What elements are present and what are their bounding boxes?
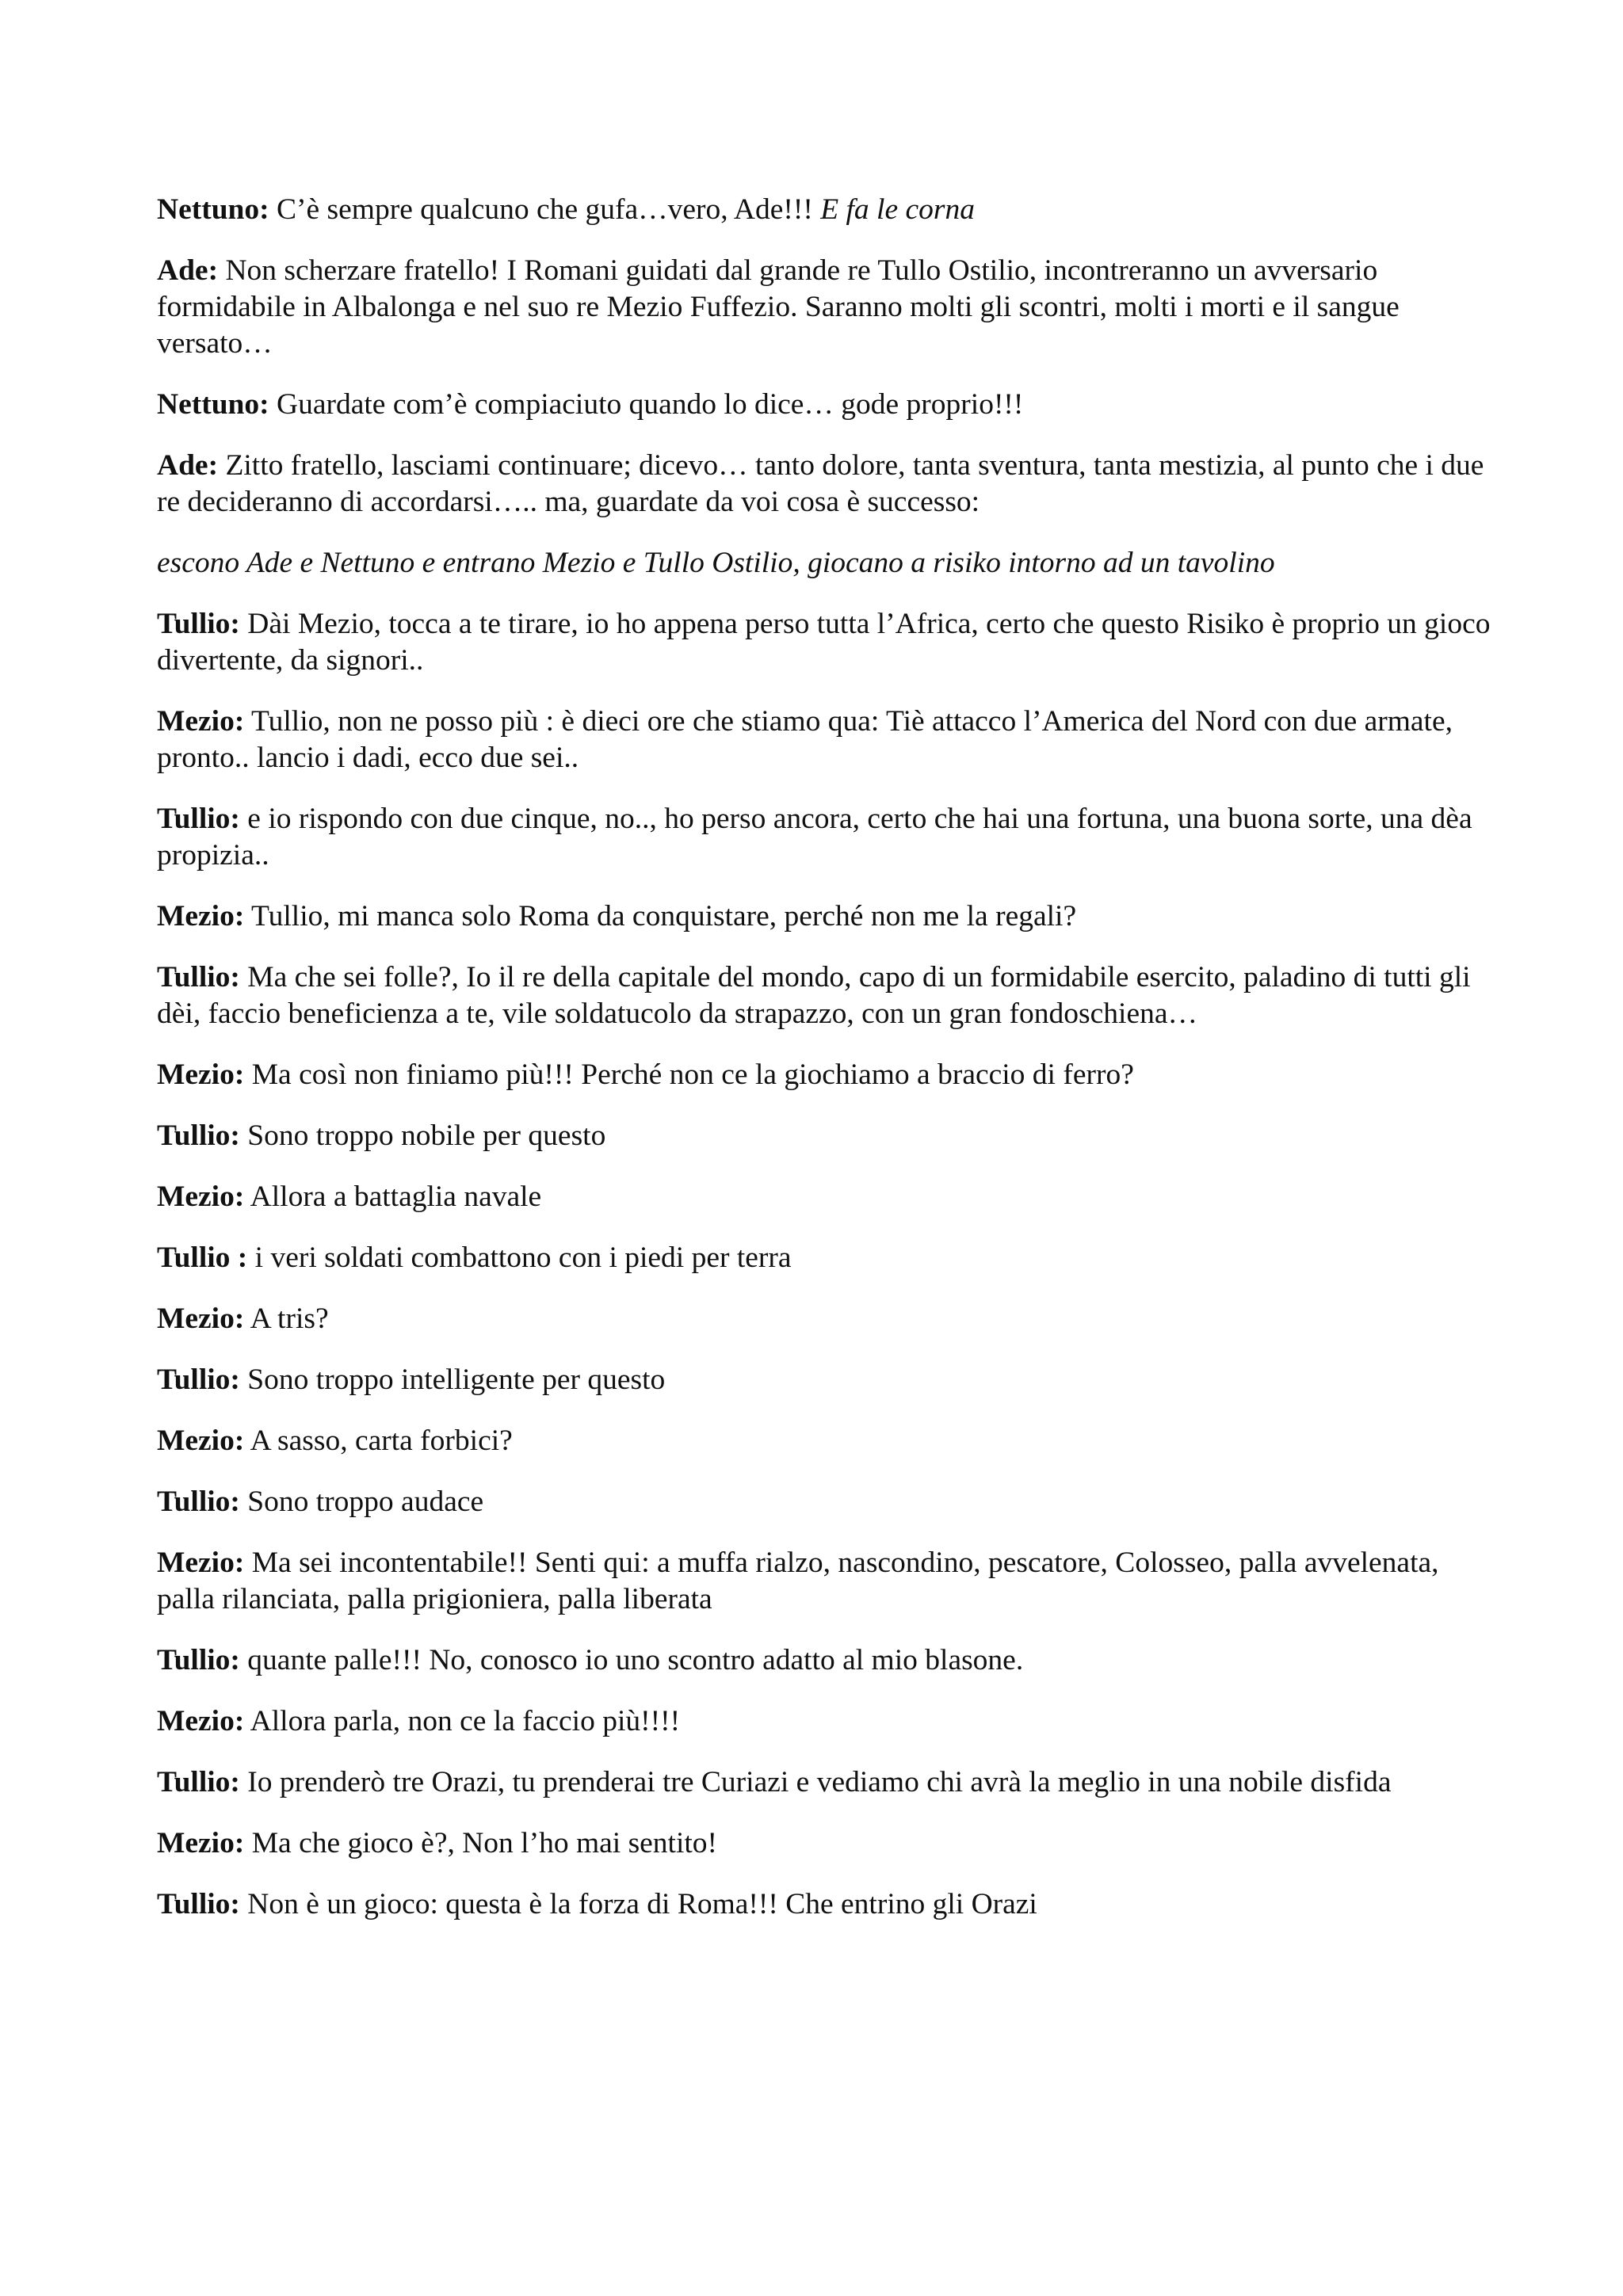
speaker-name: Mezio: [157,1425,245,1457]
dialogue-text: Allora parla, non ce la faccio più!!!! [244,1705,681,1737]
dialogue-text: e io rispondo con due cinque, no.., ho perso ancora, certo che hai una fortuna, una buona sorte, una dèa propizia.. [157,803,1472,871]
document-page [157,192,1496,1947]
speaker-name: Ade: [157,254,219,287]
dialogue-text: Tullio, mi manca solo Roma da conquistare, perché non me la regali? [244,900,1077,933]
dialogue-line-nettuno [157,192,1496,228]
dialogue-line-tullio [157,1362,1496,1398]
dialogue-line-mezio [157,1703,1496,1740]
speaker-name: Nettuno: [157,388,269,421]
dialogue-line-tullio [157,1118,1496,1154]
dialogue-text: Io prenderò tre Orazi, tu prenderai tre Curiazi e vediamo chi avrà la meglio in una nobile disfida [239,1766,1392,1798]
dialogue-line-ade [157,253,1496,362]
speaker-name: Tullio: [157,1888,240,1920]
dialogue-text: Ma sei incontentabile!! Senti qui: a muffa rialzo, nascondino, pescatore, Colosseo, palla avvelenata, palla rilanciata, palla prigioniera, palla liberata [157,1547,1439,1615]
dialogue-text: Allora a battaglia navale [244,1180,542,1213]
dialogue-line-mezio [157,1423,1496,1459]
speaker-name: Tullio: [157,803,240,835]
dialogue-line-ade [157,448,1496,521]
speaker-name: Tullio: [157,1486,240,1518]
dialogue-line-tullio [157,1642,1496,1679]
dialogue-text: Sono troppo nobile per questo [239,1119,606,1152]
speaker-name: Tullio: [157,608,240,640]
speaker-name: Nettuno: [157,193,269,226]
speaker-name: Mezio: [157,1827,245,1859]
speaker-name: Mezio: [157,705,245,738]
speaker-name: Mezio: [157,1058,245,1091]
speaker-name: Tullio: [157,1119,240,1152]
dialogue-line-tullio [157,801,1496,874]
dialogue-text: A sasso, carta forbici? [244,1425,513,1457]
dialogue-text: quante palle!!! No, conosco io uno scontro adatto al mio blasone. [239,1644,1024,1676]
dialogue-line-tullio [157,1240,1496,1276]
dialogue-text: Dài Mezio, tocca a te tirare, io ho appena perso tutta l’Africa, certo che questo Risiko è proprio un gioco divertente, da signori.. [157,608,1491,677]
dialogue-line-mezio [157,704,1496,776]
speaker-name: Tullio: [157,961,240,994]
dialogue-text: Zitto fratello, lasciami continuare; dicevo… tanto dolore, tanta sventura, tanta mestizia, al punto che i due re decideranno di accordarsi….. ma, guardate da voi cosa è successo: [157,449,1484,518]
dialogue-text: A tris? [244,1302,329,1335]
speaker-name: Tullio: [157,1363,240,1396]
speaker-name: Mezio: [157,1180,245,1213]
dialogue-text: Ma che sei folle?, Io il re della capitale del mondo, capo di un formidabile esercito, paladino di tutti gli dèi, faccio beneficienza a te, vile soldatucolo da strapazzo, con un gran fondoschiena… [157,961,1471,1030]
dialogue-line-mezio [157,1825,1496,1862]
dialogue-line-tullio [157,1886,1496,1923]
dialogue-text: Ma così non finiamo più!!! Perché non ce la giochiamo a braccio di ferro? [244,1058,1134,1091]
stage-direction-paragraph: escono Ade e Nettuno e entrano Mezio e Tullo Ostilio, giocano a risiko intorno ad un tavolino [157,547,1275,579]
speaker-name: Tullio: [157,1644,240,1676]
speaker-name: Mezio: [157,900,245,933]
dialogue-line-tullio [157,1484,1496,1520]
speaker-name: Tullio: [157,1766,240,1798]
dialogue-line-nettuno [157,387,1496,423]
stage-direction: E fa le corna [820,193,975,226]
dialogue-text: Ma che gioco è?, Non l’ho mai sentito! [244,1827,718,1859]
dialogue-line-mezio [157,1057,1496,1093]
dialogue-line-mezio [157,898,1496,935]
dialogue-text: Sono troppo audace [239,1486,484,1518]
dialogue-text: Non è un gioco: questa è la forza di Roma!!! Che entrino gli Orazi [239,1888,1037,1920]
speaker-name: Ade: [157,449,219,482]
dialogue-text: i veri soldati combattono con i piedi per terra [247,1241,792,1274]
dialogue-line-tullio [157,606,1496,679]
speaker-name: Mezio: [157,1302,245,1335]
dialogue-text: Guardate com’è compiaciuto quando lo dice… gode proprio!!! [269,388,1024,421]
dialogue-text: Tullio, non ne posso più : è dieci ore che stiamo qua: Tiè attacco l’America del Nord con due armate, pronto.. lancio i dadi, ecco due sei.. [157,705,1453,774]
dialogue-text: Sono troppo intelligente per questo [239,1363,666,1396]
dialogue-text: C’è sempre qualcuno che gufa…vero, Ade!!! [269,193,821,226]
dialogue-line-mezio [157,1301,1496,1337]
dialogue-text: Non scherzare fratello! I Romani guidati dal grande re Tullo Ostilio, incontreranno un avversario formidabile in Albalonga e nel suo re Mezio Fuffezio. Saranno molti gli scontri, molti i morti e il sangue versato… [157,254,1400,360]
dialogue-line-tullio [157,959,1496,1032]
dialogue-line-mezio [157,1545,1496,1618]
dialogue-line-tullio [157,1764,1496,1801]
speaker-name: Tullio : [157,1241,248,1274]
speaker-name: Mezio: [157,1547,245,1579]
speaker-name: Mezio: [157,1705,245,1737]
dialogue-line-mezio [157,1179,1496,1215]
